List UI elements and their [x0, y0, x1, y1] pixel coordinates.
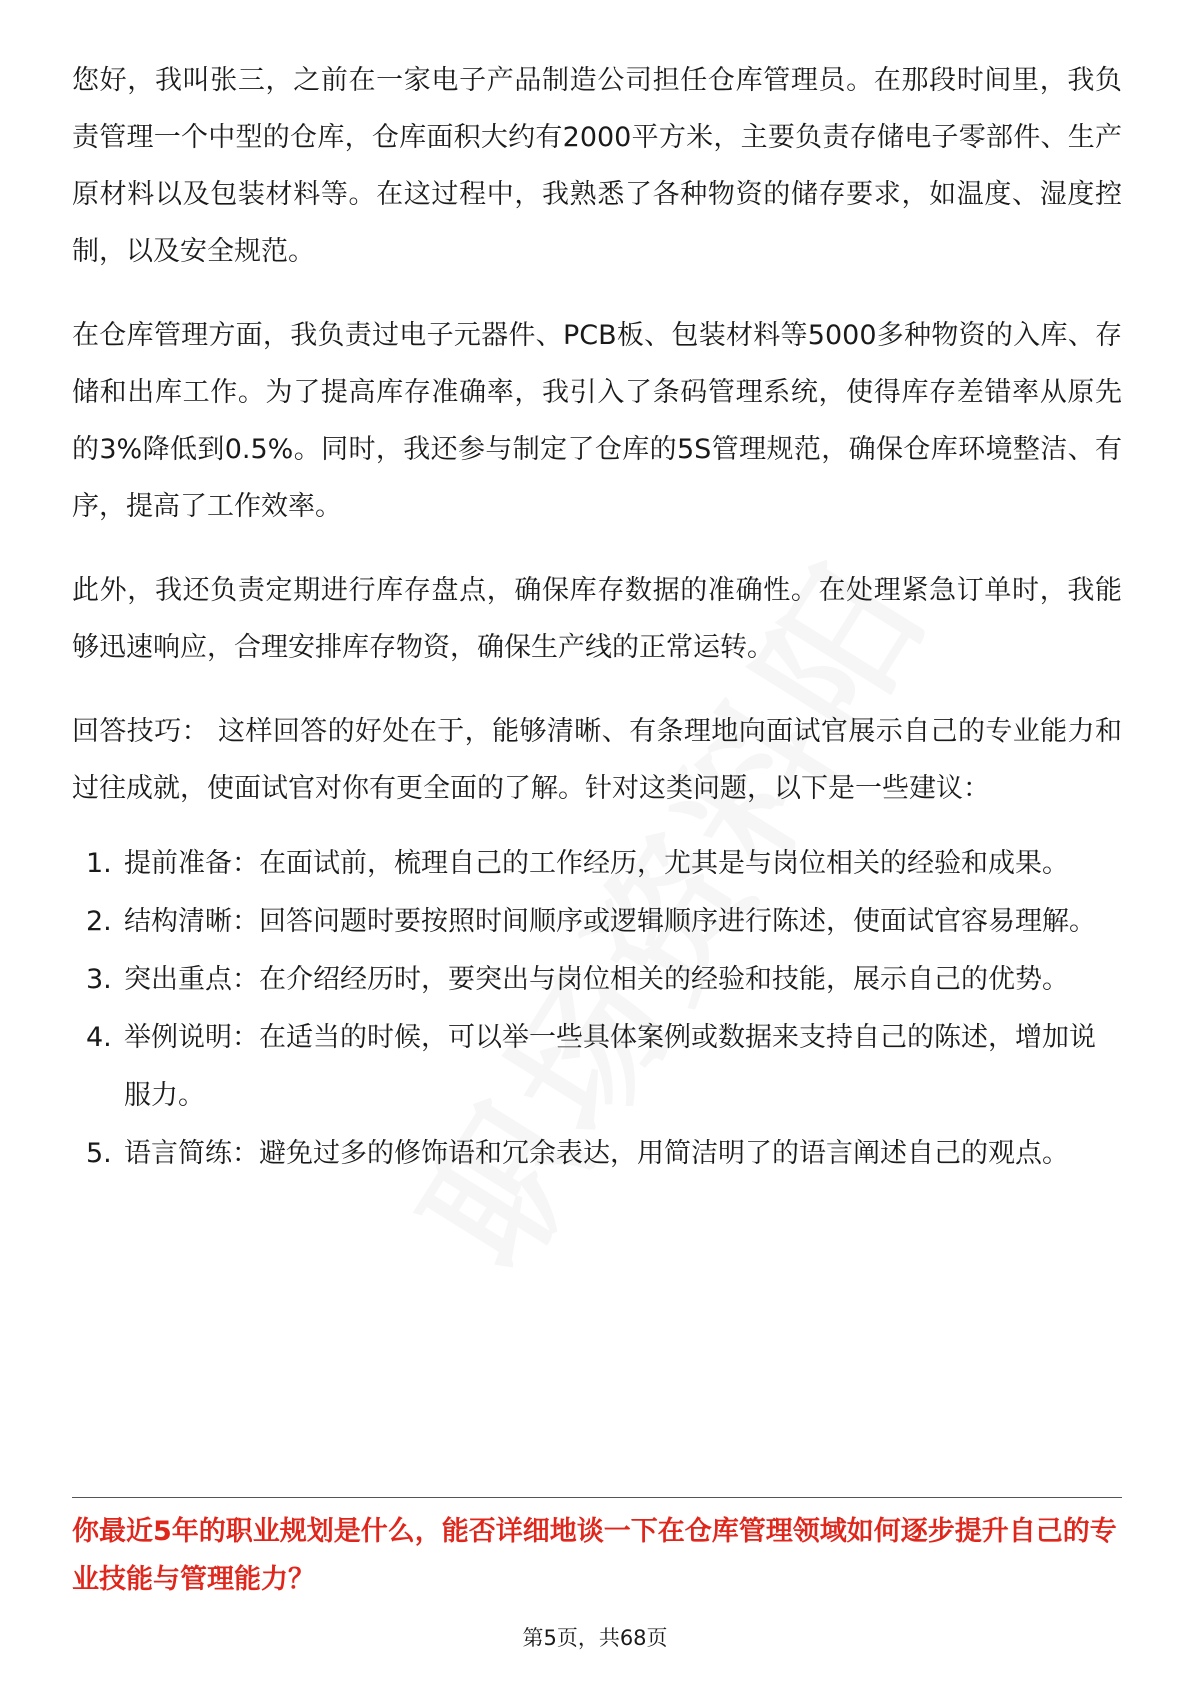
page-footer: 第5页，共68页	[522, 1626, 668, 1650]
list-item-text: 语言简练：避免过多的修饰语和冗余表达，用简洁明了的语言阐述自己的观点。	[124, 1138, 1069, 1169]
list-item	[72, 1009, 1122, 1125]
list-number: 1.	[86, 848, 112, 879]
list-item-text: 举例说明：在适当的时候，可以举一些具体案例或数据来支持自己的陈述，增加说服力。	[124, 1022, 1096, 1111]
paragraph-intro: 您好，我叫张三，之前在一家电子产品制造公司担任仓库管理员。在那段时间里，我负责管理一个中型的仓库，仓库面积大约有2000平方米，主要负责存储电子零部件、生产原材料以及包装材料等。在这过程中，我熟悉了各种物资的储存要求，如温度、湿度控制，以及安全规范。	[72, 65, 1122, 267]
list-item	[72, 835, 1122, 893]
list-number: 2.	[86, 906, 112, 937]
list-item	[72, 893, 1122, 951]
list-number: 5.	[86, 1138, 112, 1169]
list-item-text: 突出重点：在介绍经历时，要突出与岗位相关的经验和技能，展示自己的优势。	[124, 964, 1069, 995]
list-item	[72, 951, 1122, 1009]
list-item-text: 提前准备：在面试前，梳理自己的工作经历，尤其是与岗位相关的经验和成果。	[124, 848, 1069, 879]
list-item-text: 结构清晰：回答问题时要按照时间顺序或逻辑顺序进行陈述，使面试官容易理解。	[124, 906, 1096, 937]
paragraph-management: 在仓库管理方面，我负责过电子元器件、PCB板、包装材料等5000多种物资的入库、存储和出库工作。为了提高库存准确率，我引入了条码管理系统，使得库存差错率从原先的3%降低到0.5%。同时，我还参与制定了仓库的5S管理规范，确保仓库环境整洁、有序，提高了工作效率。	[72, 320, 1122, 522]
next-question-heading: 你最近5年的职业规划是什么，能否详细地谈一下在仓库管理领域如何逐步提升自己的专业技能与管理能力？	[72, 1516, 1117, 1595]
list-number: 3.	[86, 964, 112, 995]
list-item	[72, 1125, 1122, 1183]
list-number: 4.	[86, 1022, 112, 1053]
document-body	[72, 52, 1122, 1183]
paragraph-inventory: 此外，我还负责定期进行库存盘点，确保库存数据的准确性。在处理紧急订单时，我能够迅速响应，合理安排库存物资，确保生产线的正常运转。	[72, 575, 1122, 663]
tips-list	[72, 835, 1122, 1183]
paragraph-answer-tips: 回答技巧： 这样回答的好处在于，能够清晰、有条理地向面试官展示自己的专业能力和过往成就，使面试官对你有更全面的了解。针对这类问题，以下是一些建议：	[72, 716, 1122, 804]
section-divider	[72, 1497, 1122, 1498]
